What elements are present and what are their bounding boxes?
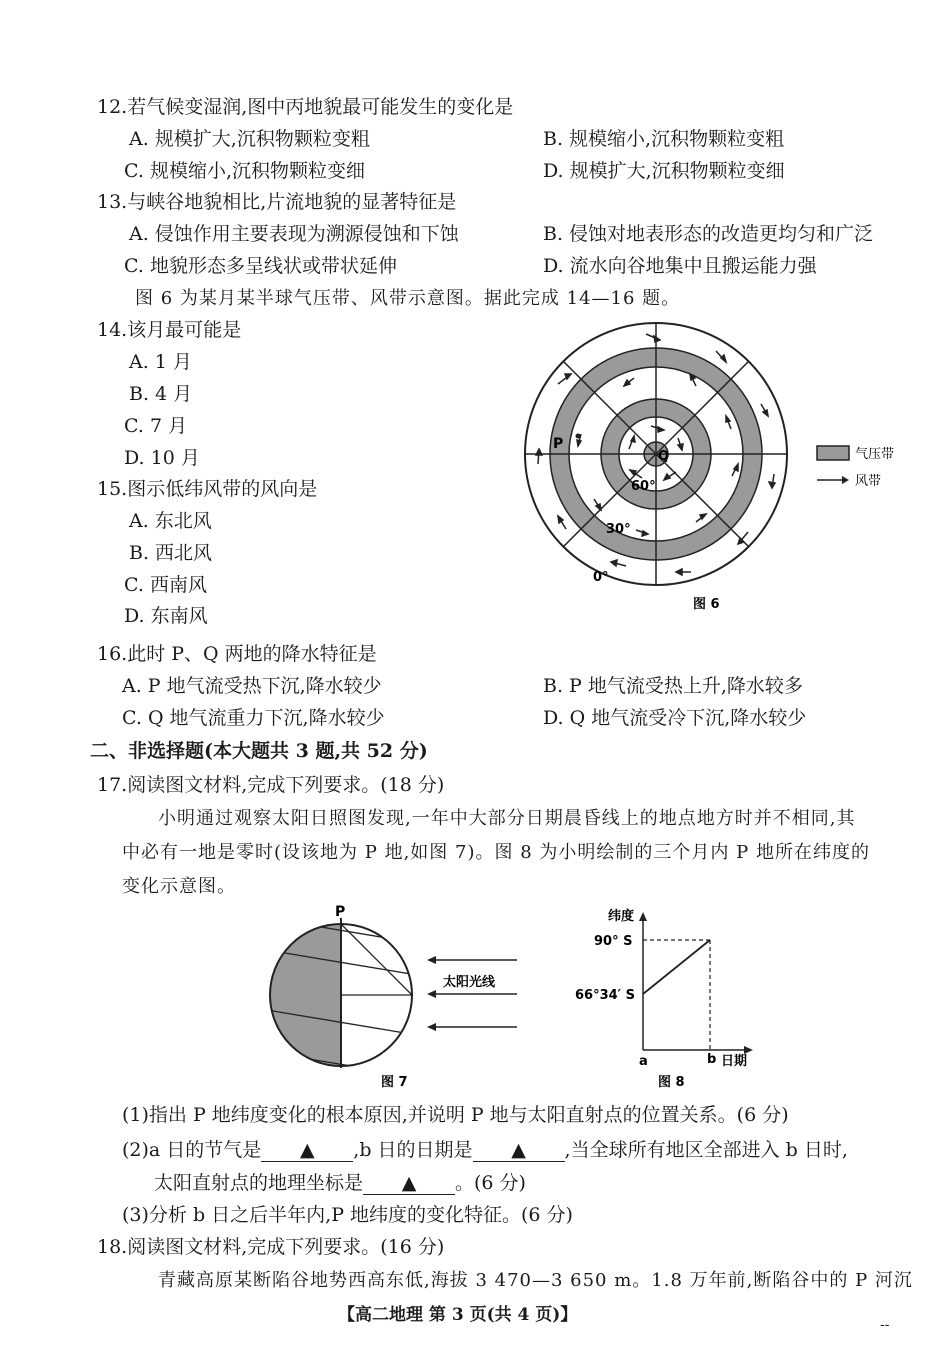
q17-sub2-part-e: 。(6 分): [455, 1172, 526, 1194]
fig6-intro: 图 6 为某月某半球气压带、风带示意图。据此完成 14—16 题。: [135, 288, 681, 309]
q12-option-b: B. 规模缩小,沉积物颗粒变粗: [543, 128, 785, 150]
fig7-diagram: [255, 898, 535, 1090]
q17-sub1: (1)指出 P 地纬度变化的根本原因,并说明 P 地与太阳直射点的位置关系。(6 分): [122, 1104, 789, 1126]
q17-para2: 中必有一地是零时(设该地为 P 地,如图 7)。图 8 为小明绘制的三个月内 P 地所在纬度的: [122, 842, 870, 863]
q15-option-b: B. 西北风: [129, 542, 213, 564]
q17-para3: 变化示意图。: [122, 876, 236, 897]
fig6-label-30: 30°: [606, 522, 631, 537]
fig7-caption: 图 7: [381, 1075, 408, 1090]
legend-wind-label: 风带: [855, 474, 882, 489]
q17-sub2-line1: [122, 1135, 848, 1162]
q13-stem: 13.与峡谷地貌相比,片流地貌的显著特征是: [97, 191, 457, 213]
fig8-caption: 图 8: [658, 1075, 685, 1090]
q12-option-a: A. 规模扩大,沉积物颗粒变粗: [129, 128, 370, 150]
q14-option-b: B. 4 月: [129, 383, 193, 405]
q15-option-a: A. 东北风: [129, 510, 212, 532]
q12-option-d: D. 规模扩大,沉积物颗粒变细: [543, 160, 785, 182]
q17-sub2-part-a: (2)a 日的节气是: [122, 1139, 262, 1161]
q13-option-c: C. 地貌形态多呈线状或带状延伸: [124, 255, 397, 277]
fig8-ylabel: 纬度: [608, 909, 635, 924]
q17-sub2-line2: [154, 1168, 526, 1195]
fig8-xlabel: 日期: [721, 1054, 748, 1069]
q16-option-c: C. Q 地气流重力下沉,降水较少: [122, 707, 385, 729]
q16-option-b: B. P 地气流受热上升,降水较多: [543, 675, 803, 697]
q15-stem: 15.图示低纬风带的风向是: [97, 478, 318, 500]
q17-sub2-part-b: ,b 日的日期是: [353, 1139, 473, 1161]
q16-option-d: D. Q 地气流受冷下沉,降水较少: [543, 707, 807, 729]
answer-blank-2[interactable]: ▲: [473, 1139, 565, 1162]
section-heading: 二、非选择题(本大题共 3 题,共 52 分): [90, 740, 428, 762]
q12-stem: 12.若气候变湿润,图中丙地貌最可能发生的变化是: [97, 96, 514, 118]
fig8-chart: [570, 898, 790, 1090]
answer-blank-3[interactable]: ▲: [363, 1172, 455, 1195]
legend-pressure-label: 气压带: [855, 447, 895, 462]
q16-stem: 16.此时 P、Q 两地的降水特征是: [97, 643, 377, 665]
fig8-tick-b: b: [707, 1052, 717, 1067]
corner-mark: --: [880, 1318, 890, 1333]
q17-stem: 17.阅读图文材料,完成下列要求。(18 分): [97, 774, 445, 796]
answer-blank-1[interactable]: ▲: [261, 1139, 353, 1162]
q17-para1: 小明通过观察太阳日照图发现,一年中大部分日期晨昏线上的地点地方时并不相同,其: [158, 808, 856, 829]
fig6-diagram: [515, 322, 915, 622]
fig7-label-p: P: [335, 904, 346, 920]
q13-option-d: D. 流水向谷地集中且搬运能力强: [543, 255, 817, 277]
fig8-series-line: [643, 940, 710, 994]
sunlight-label: 太阳光线: [443, 975, 496, 990]
q15-option-c: C. 西南风: [124, 574, 207, 596]
fig6-label-0: 0°: [593, 570, 609, 585]
fig8-tick-mid: 66°34′ S: [575, 988, 635, 1003]
q12-option-c: C. 规模缩小,沉积物颗粒变细: [124, 160, 365, 182]
q13-option-b: B. 侵蚀对地表形态的改造更均匀和广泛: [543, 223, 874, 245]
q14-option-d: D. 10 月: [124, 447, 200, 469]
q13-option-a: A. 侵蚀作用主要表现为溯源侵蚀和下蚀: [129, 223, 459, 245]
q16-option-a: A. P 地气流受热下沉,降水较少: [122, 675, 382, 697]
fig6-label-p: P: [553, 436, 564, 452]
q14-stem: 14.该月最可能是: [97, 319, 242, 341]
fig6-label-60: 60°: [631, 479, 656, 494]
q14-option-c: C. 7 月: [124, 415, 188, 437]
page-footer: 【高二地理 第 3 页(共 4 页)】: [338, 1305, 578, 1325]
q18-para1: 青藏高原某断陷谷地势西高东低,海拔 3 470—3 650 m。1.8 万年前,断陷谷中的 P 河沉: [158, 1270, 913, 1291]
fig6-caption: 图 6: [693, 597, 720, 612]
fig8-tick-a: a: [639, 1054, 648, 1069]
q15-option-d: D. 东南风: [124, 605, 208, 627]
q18-stem: 18.阅读图文材料,完成下列要求。(16 分): [97, 1236, 445, 1258]
fig6-label-q: Q: [658, 449, 670, 464]
q17-sub2-part-c: ,当全球所有地区全部进入 b 日时,: [564, 1139, 848, 1161]
q17-sub3: (3)分析 b 日之后半年内,P 地纬度的变化特征。(6 分): [122, 1204, 573, 1226]
q17-sub2-part-d: 太阳直射点的地理坐标是: [154, 1172, 364, 1194]
q14-option-a: A. 1 月: [129, 351, 192, 373]
fig8-tick-top: 90° S: [594, 934, 633, 949]
legend-pressure-swatch: [817, 446, 849, 460]
